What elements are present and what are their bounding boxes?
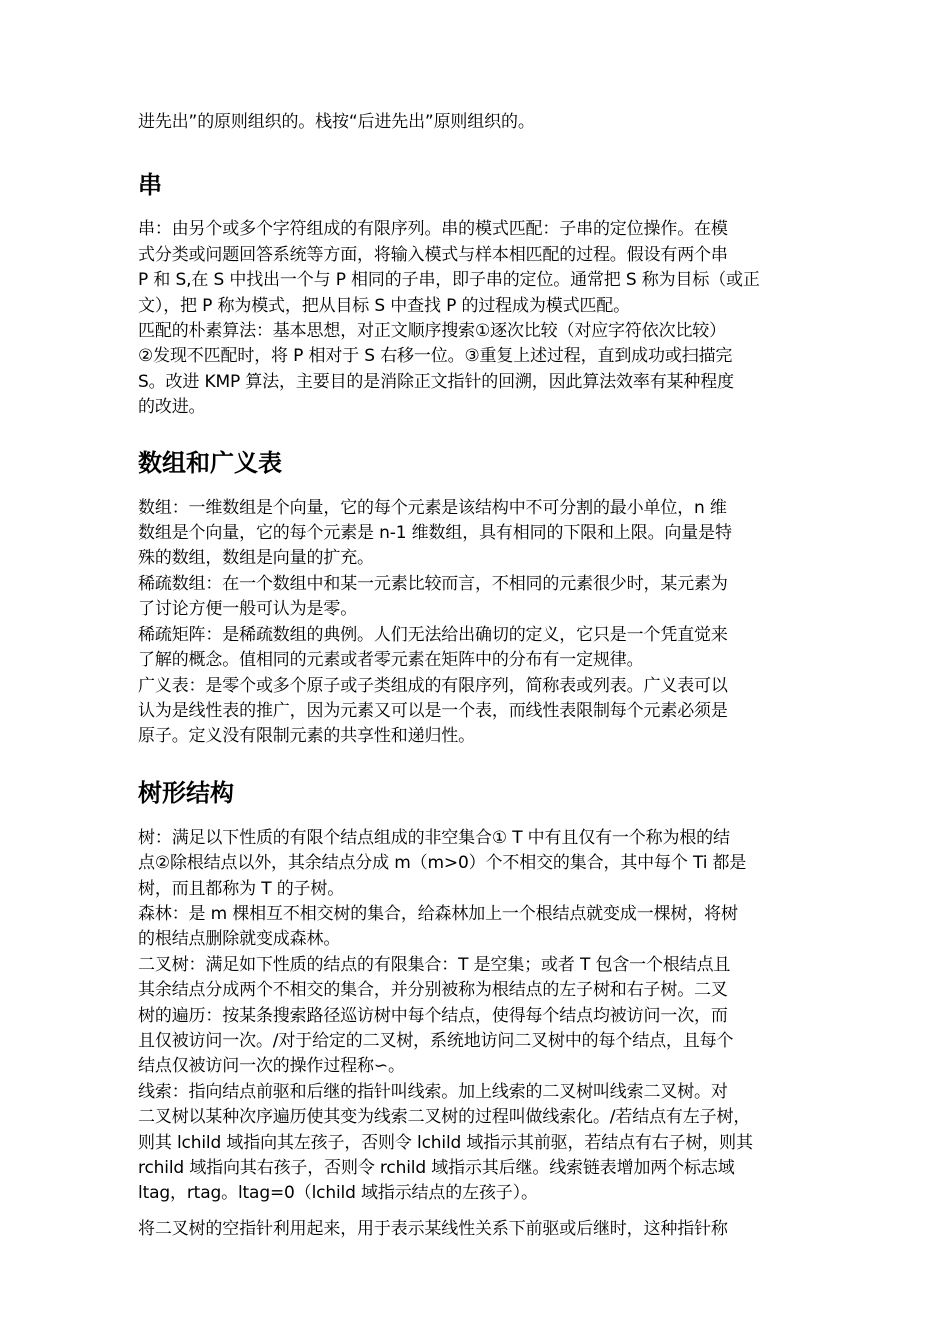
text-line: 了解的概念。值相同的元素或者零元素在矩阵中的分布有一定规律。	[138, 650, 644, 671]
intro-paragraph	[138, 110, 828, 135]
text-line: 点②除根结点以外，其余结点分成 m（m>0）个不相交的集合，其中每个 Ti 都是	[138, 853, 747, 874]
text-line: S。改进 KMP 算法，主要目的是消除正文指针的回溯，因此算法效率有某种程度	[138, 371, 734, 392]
paragraph-sparse-matrix	[138, 623, 828, 674]
text-line: 稀疏矩阵：是稀疏数组的典例。人们无法给出确切的定义，它只是一个凭直觉来	[138, 624, 728, 645]
text-line: 树，而且都称为 T 的子树。	[138, 878, 345, 899]
paragraph-array	[138, 496, 828, 572]
paragraph-thread-pointer	[138, 1217, 828, 1242]
text-line: 二叉树以某种次序遍历使其变为线索二叉树的过程叫做线索化。/若结点有左子树，	[138, 1107, 751, 1128]
paragraph-binary-tree	[138, 953, 828, 1080]
text-line: 其余结点分成两个不相交的集合，并分别被称为根结点的左子树和右子树。二叉	[138, 980, 728, 1001]
paragraph-sparse-array	[138, 572, 828, 623]
text-line: 广义表：是零个或多个原子或子类组成的有限序列，简称表或列表。广义表可以	[138, 675, 728, 696]
text-line: 树的遍历：按某条搜索路径巡访树中每个结点，使得每个结点均被访问一次，而	[138, 1005, 728, 1026]
text-line: 殊的数组，数组是向量的扩充。	[138, 548, 374, 569]
text-line: 且仅被访问一次。/对于给定的二叉树，系统地访问二叉树中的每个结点，且每个	[138, 1030, 734, 1051]
text-line: 结点仅被访问一次的操作过程称∽。	[138, 1056, 405, 1077]
tree-section-body	[138, 826, 828, 1243]
text-line: P 和 S,在 S 中找出一个与 P 相同的子串，即子串的定位。通常把 S 称为目标（或正	[138, 270, 760, 291]
paragraph-naive-matching	[138, 319, 828, 421]
text-line: 的根结点删除就变成森林。	[138, 929, 341, 950]
text-line: 串：由另个或多个字符组成的有限序列。串的模式匹配：子串的定位操作。在模	[138, 219, 728, 240]
paragraph-generalized-list	[138, 674, 828, 750]
paragraph-forest	[138, 902, 828, 953]
text-line: 式分类或问题回答系统等方面，将输入模式与样本相匹配的过程。假设有两个串	[138, 244, 728, 265]
text-line: 数组：一维数组是个向量，它的每个元素是该结构中不可分割的最小单位，n 维	[138, 497, 727, 518]
heading-array: 数组和广义表	[138, 448, 282, 477]
array-section-body	[138, 496, 828, 750]
paragraph-thread	[138, 1080, 828, 1207]
text-line: 树：满足以下性质的有限个结点组成的非空集合① T 中有且仅有一个称为根的结	[138, 827, 730, 848]
text-line: rchild 域指向其右孩子，否则令 rchild 域指示其后继。线索链表增加两个标志域	[138, 1158, 735, 1178]
text-line: ltag，rtag。ltag=0（lchild 域指示结点的左孩子）。	[138, 1183, 538, 1204]
text-line: 线索：指向结点前驱和后继的指针叫线索。加上线索的二叉树叫线索二叉树。对	[138, 1081, 728, 1102]
text-line: 文），把 P 称为模式，把从目标 S 中查找 P 的过程成为模式匹配。	[138, 295, 630, 316]
text-line: 匹配的朴素算法：基本思想，对正文顺序搜索①逐次比较（对应字符依次比较）	[138, 321, 726, 342]
heading-string: 串	[138, 171, 162, 200]
paragraph-string-definition	[138, 217, 828, 319]
string-section-body	[138, 217, 828, 420]
text-line: 进先出”的原则组织的。栈按“后进先出”原则组织的。	[138, 112, 535, 132]
text-line: 二叉树：满足如下性质的结点的有限集合：T 是空集；或者 T 包含一个根结点且	[138, 954, 731, 975]
text-line: 数组是个向量，它的每个元素是 n-1 维数组，具有相同的下限和上限。向量是特	[138, 523, 732, 544]
text-line: ②发现不匹配时，将 P 相对于 S 右移一位。③重复上述过程，直到成功或扫描完	[138, 346, 733, 367]
text-line: 稀疏数组：在一个数组中和某一元素比较而言，不相同的元素很少时，某元素为	[138, 573, 728, 594]
document-page	[138, 110, 828, 1242]
text-line: 了讨论方便一般可认为是零。	[138, 599, 358, 620]
text-line: 森林：是 m 棵相互不相交树的集合，给森林加上一个根结点就变成一棵树，将树	[138, 903, 738, 924]
text-line: 则其 lchild 域指向其左孩子，否则令 lchild 域指示其前驱，若结点有右子树，则其	[138, 1132, 753, 1153]
text-line: 的改进。	[138, 397, 206, 418]
text-line: 原子。定义没有限制元素的共享性和递归性。	[138, 726, 475, 747]
heading-tree: 树形结构	[138, 778, 234, 807]
paragraph-tree	[138, 826, 828, 902]
text-line: 认为是线性表的推广，因为元素又可以是一个表，而线性表限制每个元素必须是	[138, 700, 728, 721]
text-line: 将二叉树的空指针利用起来，用于表示某线性关系下前驱或后继时，这种指针称	[138, 1218, 728, 1239]
